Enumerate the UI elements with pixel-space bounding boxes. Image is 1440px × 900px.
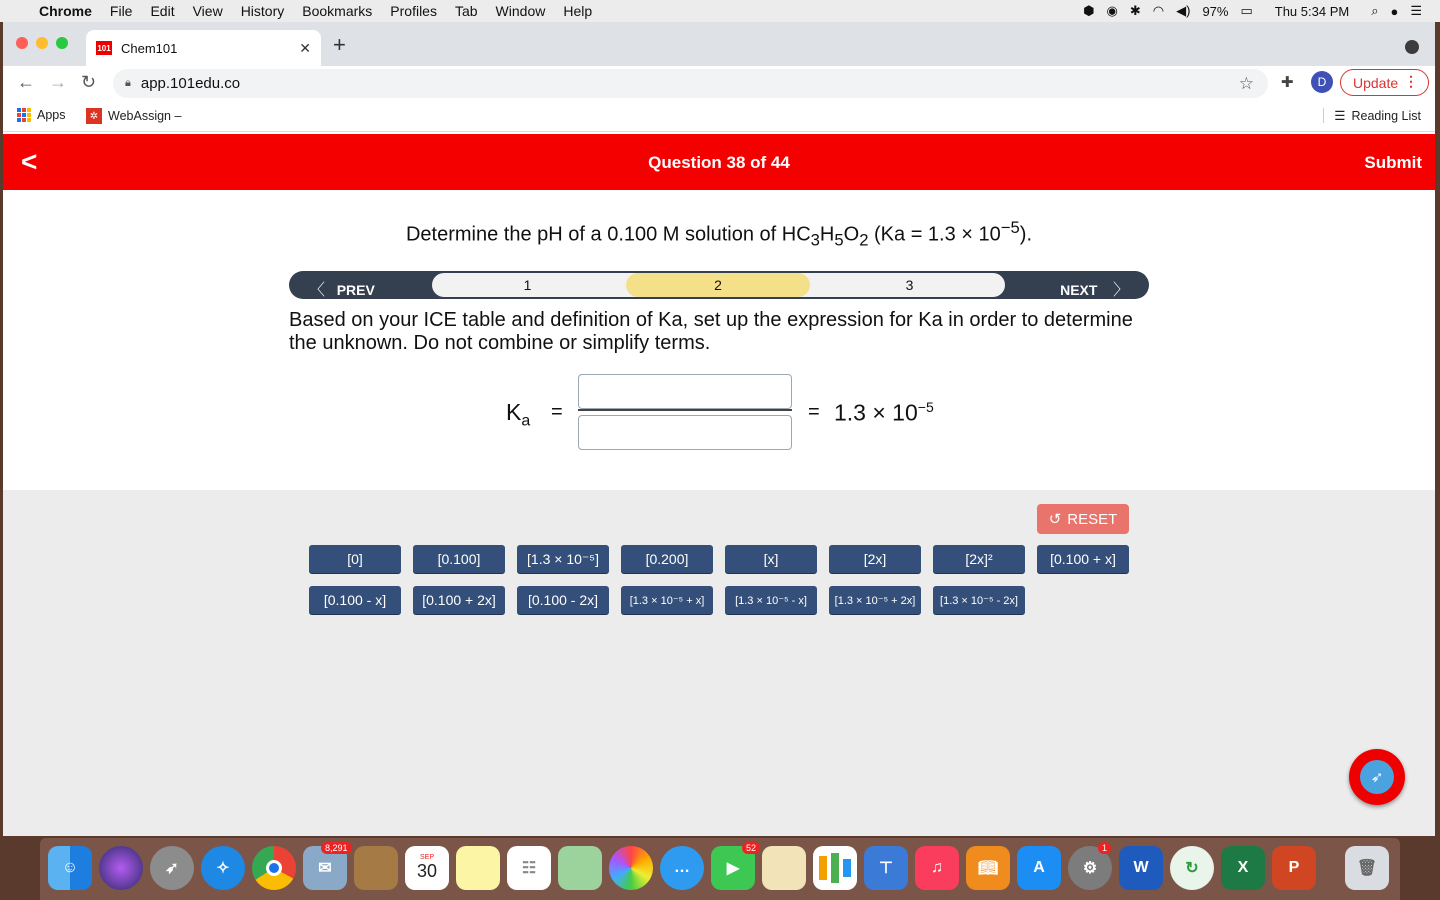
facetime-icon[interactable]: ▶ (711, 846, 755, 890)
extensions-puzzle-icon[interactable]: ✚ (1281, 74, 1294, 91)
menu-bookmarks[interactable]: Bookmarks (302, 3, 373, 19)
keynote-icon[interactable]: ⊤ (864, 846, 908, 890)
tile[interactable]: [0.100 - x] (309, 586, 401, 614)
notes-icon[interactable] (456, 846, 500, 890)
menu-app-name[interactable]: Chrome (39, 3, 92, 19)
reading-list-label: Reading List (1351, 108, 1421, 123)
finder-icon[interactable]: ☺ (48, 846, 92, 890)
close-window-button[interactable] (16, 37, 28, 49)
menu-help[interactable]: Help (563, 3, 593, 19)
chem101-favicon-icon: 101 (96, 41, 112, 55)
chevron-right-icon: 〉 (1112, 282, 1129, 299)
tile[interactable]: [2x] (829, 545, 921, 573)
calendar-month: SEP (419, 854, 434, 861)
help-rocket-button[interactable] (1349, 749, 1405, 805)
reset-icon: ↺ (1048, 511, 1062, 528)
system-preferences-icon[interactable]: ⚙ (1068, 846, 1112, 890)
bookmark-apps[interactable] (17, 108, 66, 122)
tile[interactable]: [2x]² (933, 545, 1025, 573)
question-text-part: ). (1019, 223, 1032, 246)
instructions-text: Based on your ICE table and definition of Ka, set up the expression for Ka in order to determine the unknown. Do not combine or simplify terms. (289, 309, 1133, 354)
contacts-icon[interactable] (354, 846, 398, 890)
mail-icon[interactable]: ✉ (303, 846, 347, 890)
ka-value-base: 1.3 × 10 (834, 399, 918, 426)
mac-dock (40, 838, 1400, 900)
messages-icon[interactable]: … (660, 846, 704, 890)
excel-icon[interactable]: X (1221, 846, 1265, 890)
denominator-dropzone[interactable] (578, 415, 792, 450)
ka-label (506, 399, 530, 431)
numbers-icon[interactable] (813, 846, 857, 890)
tile[interactable]: [1.3 × 10⁻⁵ - 2x] (933, 586, 1025, 614)
close-tab-icon[interactable]: ✕ (299, 39, 311, 56)
update-button[interactable] (1340, 69, 1429, 96)
powerpoint-icon[interactable]: P (1272, 846, 1316, 890)
bookmark-star-icon[interactable]: ☆ (1238, 74, 1254, 93)
siri-menubar-icon[interactable]: ● (1390, 3, 1399, 19)
step-track (432, 273, 1005, 297)
new-tab-button[interactable]: + (333, 32, 346, 57)
ka-value-exponent: −5 (917, 399, 934, 415)
question-header (3, 134, 1435, 190)
calendar-icon[interactable] (405, 846, 449, 890)
subscript: 2 (859, 230, 869, 250)
volume-icon[interactable]: ◀) (1176, 3, 1191, 18)
menu-history[interactable]: History (240, 3, 285, 19)
question-text-part: O (843, 223, 860, 246)
menu-window[interactable]: Window (495, 3, 546, 19)
superscript: −5 (1000, 218, 1020, 237)
ka-symbol: K (506, 399, 522, 425)
bookmark-apps-label: Apps (37, 108, 66, 122)
step-1[interactable]: 1 (523, 277, 532, 293)
tile[interactable]: [1.3 × 10⁻⁵] (517, 545, 609, 573)
tile[interactable]: [0.200] (621, 545, 713, 573)
music-icon[interactable]: ♫ (915, 846, 959, 890)
question-text-part: Determine the pH of a 0.100 M solution of HC (405, 223, 811, 246)
question-text-part: H (819, 223, 835, 246)
trash-icon[interactable]: 🗑︎ (1345, 846, 1389, 890)
tile[interactable]: [0.100 - 2x] (517, 586, 609, 614)
calendar-day: 30 (416, 861, 438, 881)
tile[interactable]: [1.3 × 10⁻⁵ + 2x] (829, 586, 921, 614)
minimize-window-button[interactable] (36, 37, 48, 49)
equals-sign-2: = (808, 401, 820, 423)
battery-percent[interactable]: 97% (1202, 3, 1229, 19)
tile[interactable]: [1.3 × 10⁻⁵ + x] (621, 586, 713, 614)
clock[interactable]: Thu 5:34 PM (1274, 3, 1350, 19)
menu-tab[interactable]: Tab (454, 3, 478, 19)
tile[interactable]: [0.100] (413, 545, 505, 573)
menubar-status-area (1083, 0, 1422, 22)
ka-subscript: a (521, 412, 531, 430)
question-counter: Question 38 of 44 (648, 153, 790, 172)
facetime-badge: 52 (742, 842, 760, 854)
word-icon[interactable]: W (1119, 846, 1163, 890)
tile[interactable]: [1.3 × 10⁻⁵ - x] (725, 586, 817, 614)
update-label: Update (1353, 74, 1399, 91)
reading-list-icon: ☰ (1334, 109, 1346, 123)
battery-icon[interactable]: ▭ (1240, 3, 1253, 18)
notification-center-icon[interactable]: ☰ (1410, 3, 1422, 18)
back-chevron-icon[interactable]: < (21, 146, 38, 177)
chrome-icon[interactable] (252, 846, 296, 890)
browser-toolbar (3, 66, 1435, 100)
tab-search-icon[interactable] (1405, 40, 1419, 54)
mac-menubar (0, 0, 1440, 22)
bookmarks-bar (3, 100, 1435, 132)
shield-icon[interactable]: ⬢ (1083, 3, 1095, 18)
spotlight-search-icon[interactable]: ⌕ (1371, 3, 1379, 18)
equals-sign: = (551, 401, 563, 423)
bookmark-webassign-label: WebAssign – (108, 109, 182, 123)
books-icon[interactable]: 📖︎ (966, 846, 1010, 890)
tile[interactable]: [0] (309, 545, 401, 573)
siri-icon[interactable] (99, 846, 143, 890)
reading-list-button[interactable] (1323, 108, 1421, 123)
forward-arrow-icon[interactable]: → (49, 72, 67, 92)
numerator-dropzone[interactable] (578, 374, 792, 409)
launchpad-icon[interactable]: ➶ (150, 846, 194, 890)
profile-avatar[interactable]: D (1311, 71, 1333, 93)
vpn-icon[interactable]: ↻ (1170, 846, 1214, 890)
question-text (3, 218, 1435, 251)
reminders-icon[interactable]: ☷ (507, 846, 551, 890)
reset-label: RESET (1067, 510, 1118, 528)
zoom-window-button[interactable] (56, 37, 68, 49)
menu-file[interactable]: File (109, 3, 133, 19)
menu-edit[interactable]: Edit (150, 3, 175, 19)
step-2-active[interactable]: 2 (626, 273, 810, 297)
tab-title: Chem101 (121, 40, 178, 56)
url-text[interactable]: app.101edu.co (140, 75, 241, 92)
webassign-icon: ✲ (86, 108, 102, 124)
more-menu-icon: ⋮ (1404, 73, 1418, 89)
bookmark-webassign[interactable] (86, 108, 181, 124)
ka-value (834, 399, 934, 427)
back-arrow-icon[interactable]: ← (17, 72, 35, 92)
menu-view[interactable]: View (192, 3, 223, 19)
step-3[interactable]: 3 (905, 277, 914, 293)
prev-button[interactable] (309, 277, 375, 300)
tile[interactable]: [0.100 + x] (1037, 545, 1129, 573)
tile[interactable]: [x] (725, 545, 817, 573)
tab-chem101[interactable] (86, 30, 321, 66)
menu-profiles[interactable]: Profiles (390, 3, 437, 19)
tile[interactable]: [0.100 + 2x] (413, 586, 505, 614)
maps-icon[interactable] (558, 846, 602, 890)
chevron-left-icon: 〈 (309, 282, 326, 299)
mail-badge: 8,291 (321, 842, 352, 854)
subscript: 3 (810, 230, 820, 250)
step-navigator (289, 271, 1149, 299)
question-text-part: (Ka = 1.3 × 10 (868, 223, 1001, 246)
reload-icon[interactable]: ↻ (81, 72, 97, 92)
textedit-icon[interactable] (762, 846, 806, 890)
next-label: NEXT (1060, 282, 1098, 298)
settings-badge: 1 (1098, 842, 1111, 854)
submit-button[interactable]: Submit (1364, 153, 1422, 172)
next-button[interactable] (1060, 277, 1129, 300)
apps-grid-icon (17, 108, 31, 122)
tile-bank-panel (3, 490, 1435, 836)
tab-strip (3, 22, 1435, 66)
photos-icon[interactable] (609, 846, 653, 890)
browser-window (3, 22, 1435, 836)
vpn-status-icon[interactable]: ◉ (1106, 3, 1118, 18)
wifi-icon[interactable]: ◠ (1152, 3, 1165, 18)
reset-button[interactable] (1037, 504, 1129, 534)
prev-label: PREV (336, 282, 375, 298)
safari-icon[interactable]: ✧ (201, 846, 245, 890)
rocket-icon: ➶ (1360, 760, 1394, 794)
appstore-icon[interactable]: A (1017, 846, 1061, 890)
fraction-bar (578, 409, 792, 411)
bluetooth-icon[interactable]: ✱ (1129, 3, 1141, 18)
subscript: 5 (834, 230, 844, 250)
address-bar[interactable] (113, 69, 1268, 98)
lock-icon[interactable]: 🔒︎ (125, 77, 131, 89)
